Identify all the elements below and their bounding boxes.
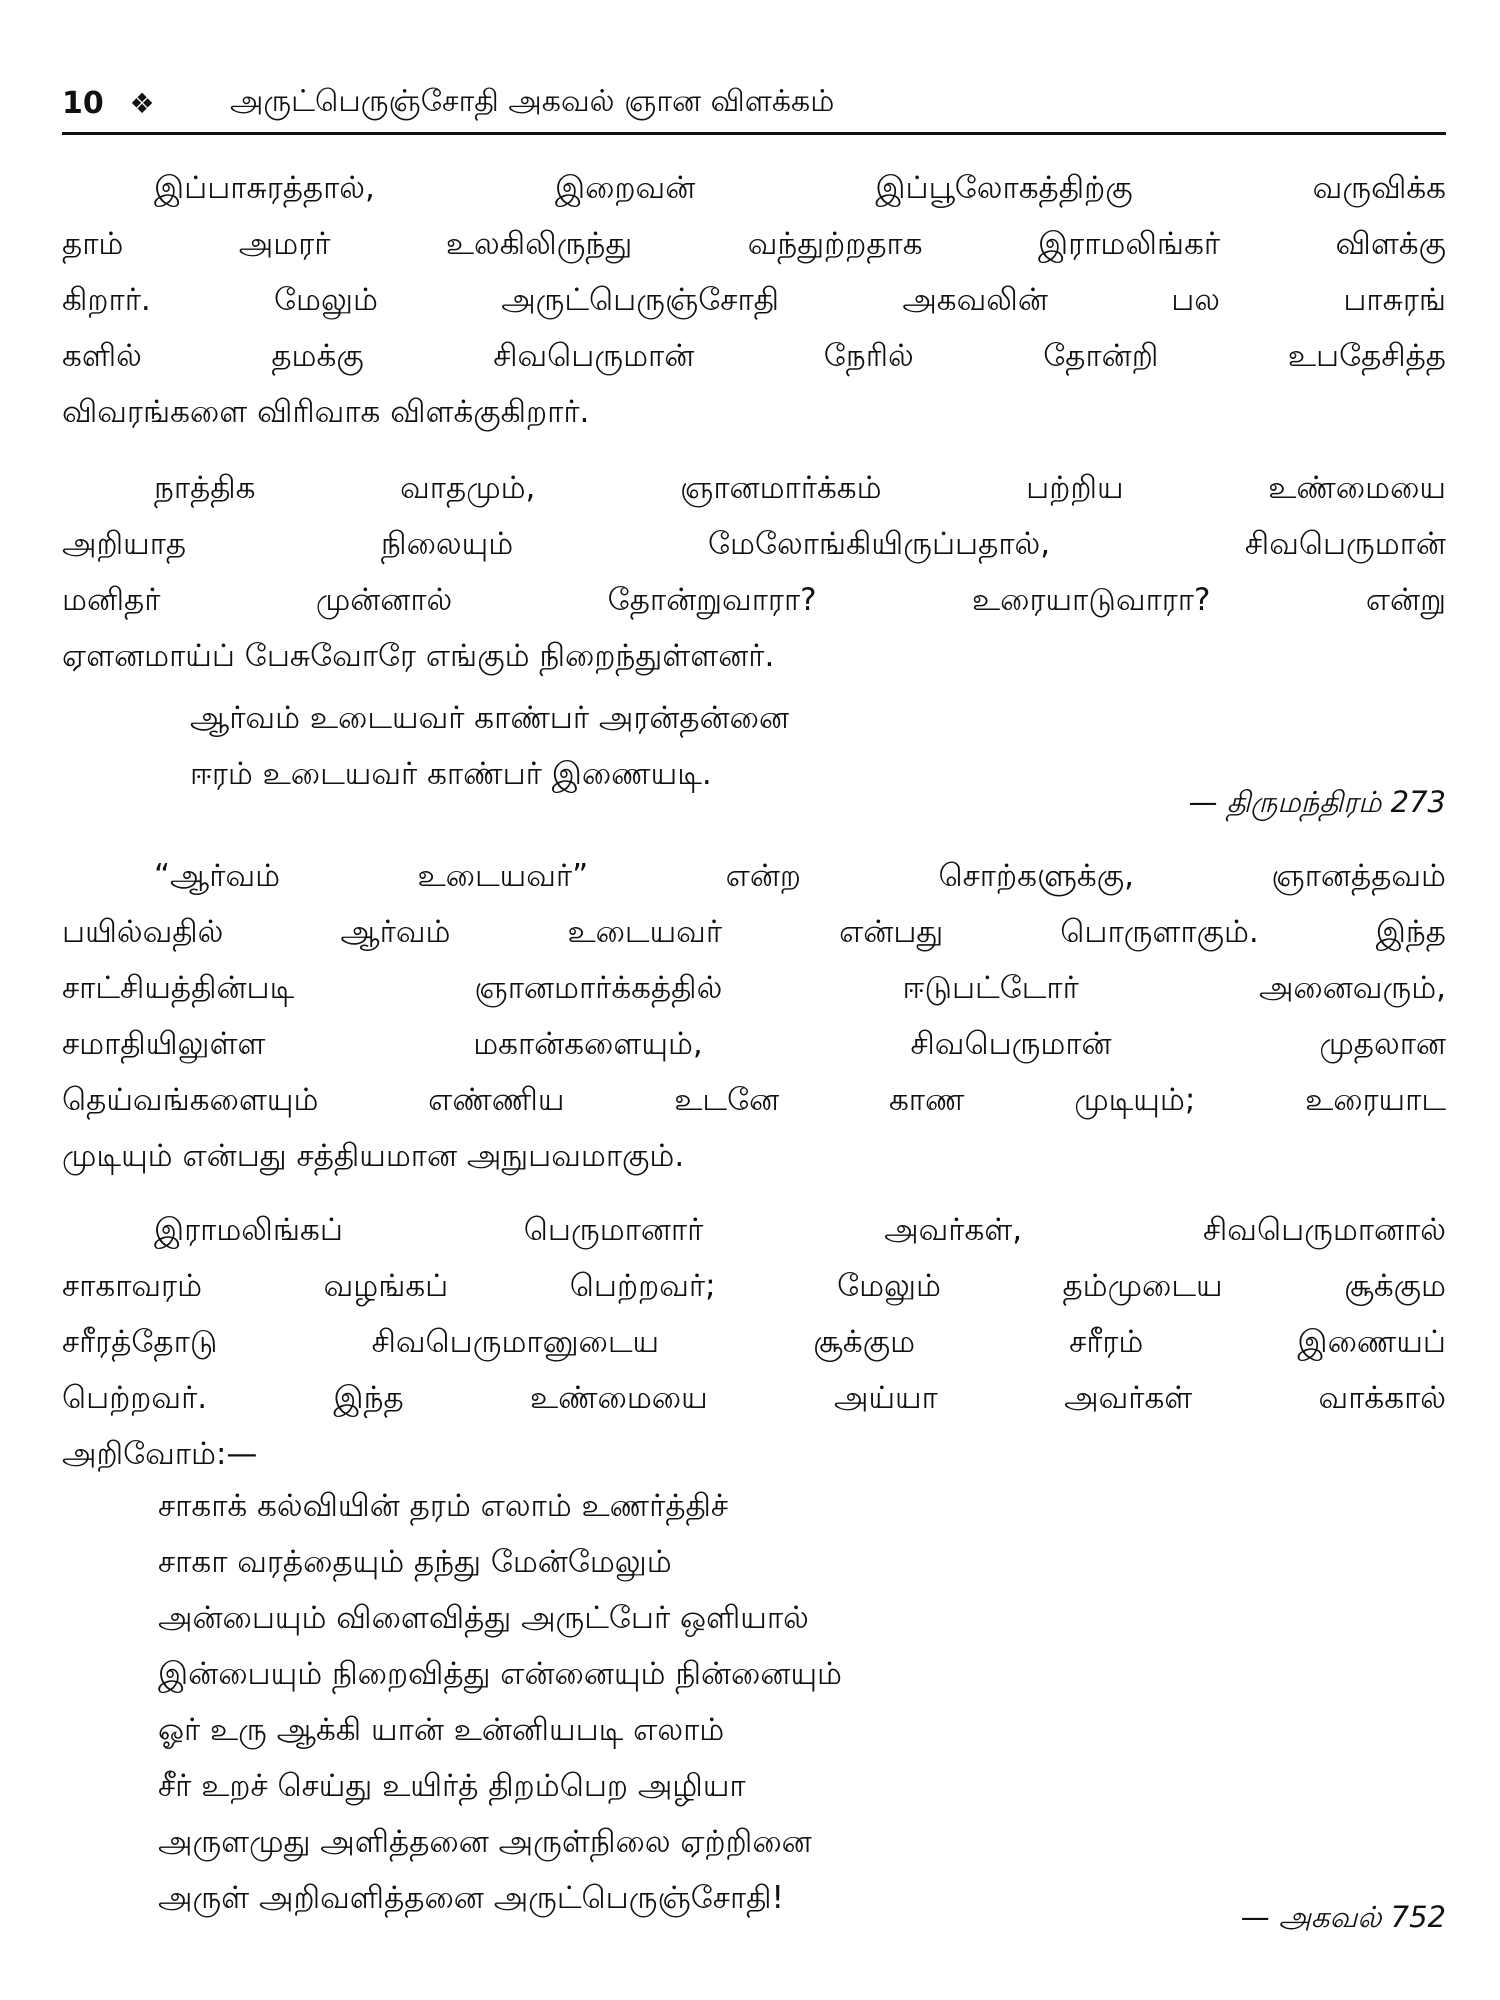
verse-line: சாகாக் கல்வியின் தரம் எலாம் உணர்த்திச் [158,1488,729,1524]
paragraph-line: சமாதியிலுள்ள மகான்களையும், சிவபெருமான் முதலான [62,1026,1446,1062]
paragraph-line: “ஆர்வம் உடையவர்” என்ற சொற்களுக்கு, ஞானத்தவம் [154,858,1446,894]
verse-line: ஈரம் உடையவர் காண்பர் இணையடி. [190,756,712,792]
running-title: அருட்பெருஞ்சோதி அகவல் ஞான விளக்கம் [230,83,835,119]
paragraph-line: மனிதர் முன்னால் தோன்றுவாரா? உரையாடுவாரா? என்று [62,582,1446,618]
quote-source: — அகவல் 752 [1240,1900,1446,1934]
verse-line: இன்பையும் நிறைவித்து என்னையும் நின்னையும் [158,1656,842,1692]
paragraph-line: முடியும் என்பது சத்தியமான அநுபவமாகும். [62,1138,685,1174]
paragraph-2 [62,460,1446,684]
ornament-icon: ❖ [129,86,155,120]
header-rule [62,132,1446,135]
paragraph-line: பெற்றவர். இந்த உண்மையை அய்யா அவர்கள் வாக்கால் [62,1380,1446,1416]
paragraph-1 [62,160,1446,440]
page-number: 10 [62,85,104,121]
paragraph-line: இராமலிங்கப் பெருமானார் அவர்கள், சிவபெருமானால் [154,1212,1446,1248]
paragraph-line: விவரங்களை விரிவாக விளக்குகிறார். [62,394,590,430]
paragraph-line: பயில்வதில் ஆர்வம் உடையவர் என்பது பொருளாகும். இந்த [62,914,1446,950]
verse-line: சாகா வரத்தையும் தந்து மேன்மேலும் [158,1544,672,1580]
verse-line: ஆர்வம் உடையவர் காண்பர் அரன்தன்னை [190,700,790,736]
paragraph-line: சரீரத்தோடு சிவபெருமானுடைய சூக்கும சரீரம் இணையப் [62,1324,1446,1360]
paragraph-line: சாட்சியத்தின்படி ஞானமார்க்கத்தில் ஈடுபட்டோர் அனைவரும், [62,970,1446,1006]
paragraph-line: தெய்வங்களையும் எண்ணிய உடனே காண முடியும்; உரையாட [62,1082,1446,1118]
paragraph-line: சாகாவரம் வழங்கப் பெற்றவர்; மேலும் தம்முடைய சூக்கும [62,1268,1446,1304]
paragraph-4 [62,1202,1446,1482]
paragraph-3 [62,848,1446,1184]
paragraph-line: கிறார். மேலும் அருட்பெருஞ்சோதி அகவலின் பல பாசுரங் [62,282,1446,318]
verse-line: சீர் உறச் செய்து உயிர்த் திறம்பெற அழியா [158,1768,746,1804]
paragraph-line: அறியாத நிலையும் மேலோங்கியிருப்பதால், சிவபெருமான் [62,526,1446,562]
paragraph-line: இப்பாசுரத்தால், இறைவன் இப்பூலோகத்திற்கு வருவிக்க [154,170,1446,206]
page-header [62,78,1446,128]
verse-line: அன்பையும் விளைவித்து அருட்பேர் ஒளியால் [158,1600,809,1636]
quote-tirumantiram [190,690,1290,802]
paragraph-line: அறிவோம்:— [62,1436,258,1472]
paragraph-line: களில் தமக்கு சிவபெருமான் நேரில் தோன்றி உபதேசித்த [62,338,1446,374]
verse-line: ஓர் உரு ஆக்கி யான் உன்னியபடி எலாம் [158,1712,725,1748]
quote-agaval [158,1478,1358,1926]
paragraph-line: நாத்திக வாதமும், ஞானமார்க்கம் பற்றிய உண்மையை [154,470,1446,506]
paragraph-line: தாம் அமரர் உலகிலிருந்து வந்துற்றதாக இராமலிங்கர் விளக்கு [62,226,1446,262]
quote-source: — திருமந்திரம் 273 [1188,785,1446,819]
verse-line: அருள் அறிவளித்தனை அருட்பெருஞ்சோதி! [158,1880,784,1916]
verse-line: அருளமுது அளித்தனை அருள்நிலை ஏற்றினை [158,1824,812,1860]
paragraph-line: ஏளனமாய்ப் பேசுவோரே எங்கும் நிறைந்துள்ளனர். [62,638,775,674]
